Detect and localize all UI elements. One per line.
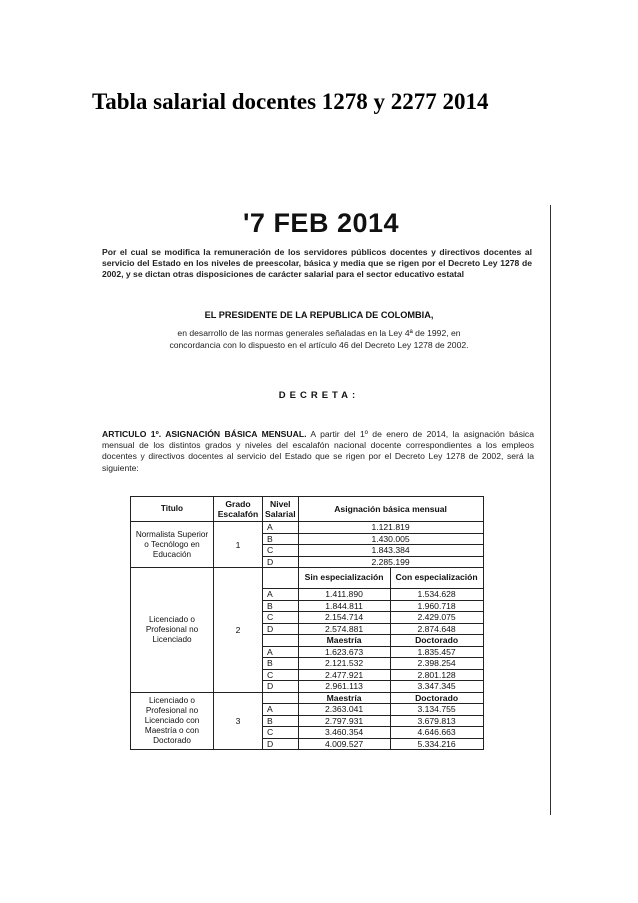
value-cell: 3.460.354 [298, 727, 390, 739]
article-heading: ARTICULO 1º. ASIGNACIÓN BÁSICA MENSUAL. [102, 429, 307, 439]
value-cell: 4.009.527 [298, 738, 390, 750]
subheader-doctorado: Doctorado [390, 692, 483, 704]
value-cell: 2.398.254 [390, 658, 483, 670]
nivel-blank-cell [263, 635, 299, 647]
nivel-cell: D [263, 556, 299, 568]
nivel-cell: C [263, 669, 299, 681]
nivel-cell: B [263, 600, 299, 612]
header-titulo: Titulo [131, 497, 214, 522]
table-header-row [131, 497, 484, 522]
value-cell: 2.363.041 [298, 704, 390, 716]
value-cell: 2.797.931 [298, 715, 390, 727]
nivel-cell: B [263, 715, 299, 727]
nivel-cell: A [263, 646, 299, 658]
article-1 [102, 429, 534, 474]
value-cell: 2.574.881 [298, 623, 390, 635]
value-cell: 2.961.113 [298, 681, 390, 693]
subheader-doctorado: Doctorado [390, 635, 483, 647]
value-cell: 1.411.890 [298, 589, 390, 601]
date-stamp: '7 FEB 2014 [243, 208, 400, 238]
subheader-row [131, 692, 484, 704]
decree-summary: Por el cual se modifica la remuneración de los servidores públicos docentes y directivos docentes al servicio del Estado en los niveles de preescolar, básica y media que se rigen por el Decreto Ley 1278 de 2002, y se dictan otras disposiciones de carácter salarial para el sector educativo estatal [102, 247, 532, 280]
group1-grado: 1 [214, 522, 263, 568]
preamble-line-2: concordancia con lo dispuesto en el artículo 46 del Decreto Ley 1278 de 2002. [169, 339, 469, 350]
preamble [88, 328, 550, 351]
subheader-sin-especializacion: Sin especialización [298, 568, 390, 589]
group3-grado: 3 [214, 692, 263, 750]
nivel-cell: C [263, 545, 299, 557]
subheader-maestria: Maestría [298, 692, 390, 704]
value-cell: 3.347.345 [390, 681, 483, 693]
group3-titulo: Licenciado o Profesional no Licenciado con Maestría o con Doctorado [131, 692, 214, 750]
header-grado: Grado Escalafón [214, 497, 263, 522]
salary-table [130, 496, 484, 750]
value-cell: 1.623.673 [298, 646, 390, 658]
scan-edge-line [550, 205, 551, 815]
value-cell: 1.844.811 [298, 600, 390, 612]
nivel-cell: D [263, 681, 299, 693]
nivel-blank-cell [263, 692, 299, 704]
decreta-heading: DECRETA: [278, 390, 360, 401]
preamble-line-1: en desarrollo de las normas generales señaladas en la Ley 4ª de 1992, en [177, 328, 461, 338]
value-cell: 1.835.457 [390, 646, 483, 658]
nivel-cell: C [263, 727, 299, 739]
value-cell: 3.679.813 [390, 715, 483, 727]
value-cell: 1.960.718 [390, 600, 483, 612]
header-nivel: Nivel Salarial [263, 497, 299, 522]
subheader-row [131, 568, 484, 589]
value-cell: 4.646.663 [390, 727, 483, 739]
president-heading: EL PRESIDENTE DE LA REPUBLICA DE COLOMBIA, [204, 310, 434, 320]
group2-grado: 2 [214, 568, 263, 693]
value-cell: 3.134.755 [390, 704, 483, 716]
nivel-cell: B [263, 658, 299, 670]
table-row [131, 522, 484, 534]
value-cell: 2.874.648 [390, 623, 483, 635]
value-cell: 2.429.075 [390, 612, 483, 624]
nivel-cell: A [263, 589, 299, 601]
scanned-decree-image [88, 200, 550, 820]
nivel-cell: D [263, 738, 299, 750]
subheader-con-especializacion: Con especialización [390, 568, 483, 589]
subheader-maestria: Maestría [298, 635, 390, 647]
value-cell: 2.801.128 [390, 669, 483, 681]
nivel-cell: A [263, 522, 299, 534]
value-cell: 5.334.216 [390, 738, 483, 750]
group2-titulo: Licenciado o Profesional no Licenciado [131, 568, 214, 693]
value-cell: 1.121.819 [298, 522, 483, 534]
value-cell: 2.121.532 [298, 658, 390, 670]
nivel-cell: B [263, 533, 299, 545]
nivel-cell: D [263, 623, 299, 635]
value-cell: 1.843.384 [298, 545, 483, 557]
value-cell: 2.285.199 [298, 556, 483, 568]
value-cell: 2.154.714 [298, 612, 390, 624]
header-asignacion: Asignación básica mensual [298, 497, 483, 522]
article-body: A partir del 1º de enero de 2014, la asignación básica mensual de los distintos grados y niveles del escalafón nacional docente correspondientes a los empleos docentes y directivos docentes al servicio del Estado que se rigen por el Decreto Ley 1278 de 2002, será la siguiente: [102, 429, 534, 473]
value-cell: 1.534.628 [390, 589, 483, 601]
nivel-blank-cell [263, 568, 299, 589]
nivel-cell: A [263, 704, 299, 716]
value-cell: 2.477.921 [298, 669, 390, 681]
group1-titulo: Normalista Superior o Tecnólogo en Educación [131, 522, 214, 568]
value-cell: 1.430.005 [298, 533, 483, 545]
page-title: Tabla salarial docentes 1278 y 2277 2014 [92, 89, 489, 115]
nivel-cell: C [263, 612, 299, 624]
